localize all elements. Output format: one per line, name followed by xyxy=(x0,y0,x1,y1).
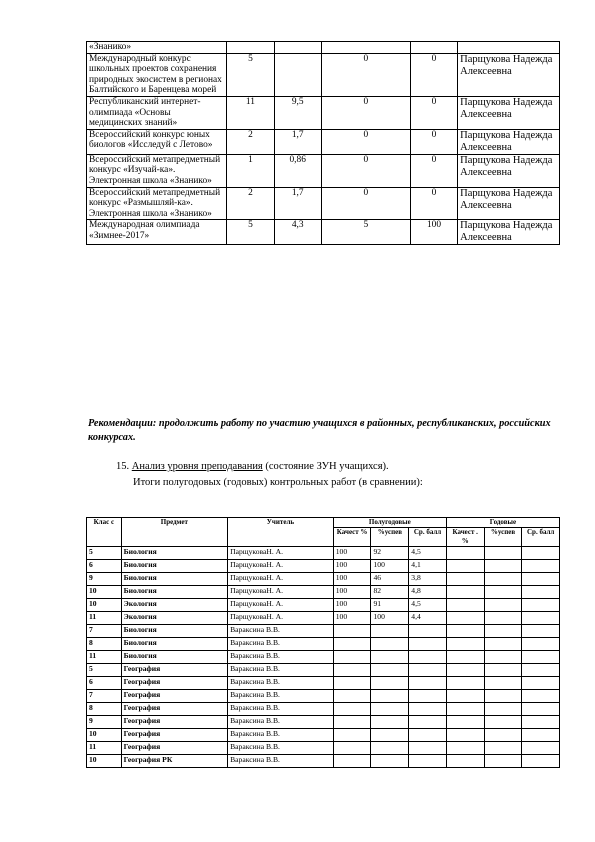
teacher-cell: Вараксина В.В. xyxy=(228,651,334,664)
competition-row xyxy=(87,129,560,154)
class-cell: 10 xyxy=(87,599,122,612)
success-annual-cell xyxy=(484,573,522,586)
percent-value: 0 xyxy=(410,154,457,187)
percent-value xyxy=(410,42,457,54)
competition-name: «Знанико» xyxy=(87,42,227,54)
result-row xyxy=(87,742,560,755)
quality-annual-cell xyxy=(446,638,484,651)
subject-cell: Биология xyxy=(121,638,227,651)
class-cell: 11 xyxy=(87,742,122,755)
success-cell xyxy=(371,703,409,716)
avg-cell: 3,8 xyxy=(409,573,447,586)
header-quality: Качест % xyxy=(333,528,371,547)
avg-annual-cell xyxy=(522,625,560,638)
quality-cell xyxy=(333,625,371,638)
winners-count xyxy=(321,42,410,54)
success-cell xyxy=(371,651,409,664)
avg-cell: 4,1 xyxy=(409,560,447,573)
success-annual-cell xyxy=(484,703,522,716)
avg-cell xyxy=(409,755,447,768)
teacher-cell: Вараксина В.В. xyxy=(228,703,334,716)
success-cell xyxy=(371,664,409,677)
teacher-cell: Вараксина В.В. xyxy=(228,625,334,638)
avg-annual-cell xyxy=(522,755,560,768)
quality-annual-cell xyxy=(446,625,484,638)
success-cell xyxy=(371,755,409,768)
result-row xyxy=(87,560,560,573)
quality-cell: 100 xyxy=(333,560,371,573)
quality-value xyxy=(274,42,321,54)
winners-count: 0 xyxy=(321,154,410,187)
avg-annual-cell xyxy=(522,677,560,690)
participants-count: 11 xyxy=(227,96,274,129)
success-annual-cell xyxy=(484,755,522,768)
quality-value xyxy=(274,53,321,96)
teacher-cell: Вараксина В.В. xyxy=(228,664,334,677)
class-cell: 10 xyxy=(87,755,122,768)
success-annual-cell xyxy=(484,742,522,755)
result-row xyxy=(87,755,560,768)
success-annual-cell xyxy=(484,638,522,651)
competition-row xyxy=(87,53,560,96)
participants-count: 5 xyxy=(227,53,274,96)
header-success-annual: %успев xyxy=(484,528,522,547)
competition-name: Всероссийский метапредметный конкурс «Размышляй-ка». Электронная школа «Знанико» xyxy=(87,187,227,220)
success-annual-cell xyxy=(484,560,522,573)
avg-cell xyxy=(409,690,447,703)
subject-cell: Биология xyxy=(121,625,227,638)
class-cell: 11 xyxy=(87,612,122,625)
result-row xyxy=(87,638,560,651)
competition-row xyxy=(87,220,560,245)
success-cell xyxy=(371,625,409,638)
competition-name: Республиканский интернет-олимпиада «Основы медицинских знаний» xyxy=(87,96,227,129)
avg-annual-cell xyxy=(522,742,560,755)
quality-annual-cell xyxy=(446,599,484,612)
teacher-name xyxy=(458,42,560,54)
percent-value: 0 xyxy=(410,129,457,154)
teacher-name: Парщукова Надежда Алексеевна xyxy=(458,53,560,96)
winners-count: 0 xyxy=(321,53,410,96)
result-row xyxy=(87,599,560,612)
avg-annual-cell xyxy=(522,599,560,612)
quality-annual-cell xyxy=(446,547,484,560)
teacher-name: Парщукова Надежда Алексеевна xyxy=(458,129,560,154)
result-row xyxy=(87,573,560,586)
header-success: %успев xyxy=(371,528,409,547)
success-cell xyxy=(371,638,409,651)
quality-value: 1,7 xyxy=(274,187,321,220)
participants-count: 1 xyxy=(227,154,274,187)
class-cell: 8 xyxy=(87,703,122,716)
avg-annual-cell xyxy=(522,573,560,586)
participants-count: 2 xyxy=(227,129,274,154)
class-cell: 10 xyxy=(87,729,122,742)
result-row xyxy=(87,586,560,599)
class-cell: 6 xyxy=(87,560,122,573)
success-annual-cell xyxy=(484,651,522,664)
avg-cell xyxy=(409,651,447,664)
success-annual-cell xyxy=(484,599,522,612)
teacher-name: Парщукова Надежда Алексеевна xyxy=(458,187,560,220)
subject-cell: География xyxy=(121,716,227,729)
class-cell: 5 xyxy=(87,547,122,560)
winners-count: 0 xyxy=(321,96,410,129)
subject-cell: География xyxy=(121,742,227,755)
success-annual-cell xyxy=(484,612,522,625)
quality-cell: 100 xyxy=(333,547,371,560)
quality-cell xyxy=(333,703,371,716)
competition-name: Всероссийский метапредметный конкурс «Изучай-ка». Электронная школа «Знанико» xyxy=(87,154,227,187)
avg-annual-cell xyxy=(522,703,560,716)
quality-cell xyxy=(333,742,371,755)
subject-cell: География xyxy=(121,703,227,716)
participants-count: 2 xyxy=(227,187,274,220)
teacher-cell: ПарщуковаН. А. xyxy=(228,573,334,586)
teacher-cell: Вараксина В.В. xyxy=(228,742,334,755)
teacher-cell: ПарщуковаН. А. xyxy=(228,560,334,573)
success-annual-cell xyxy=(484,677,522,690)
success-cell xyxy=(371,690,409,703)
quality-annual-cell xyxy=(446,703,484,716)
teacher-name: Парщукова Надежда Алексеевна xyxy=(458,96,560,129)
avg-cell: 4,8 xyxy=(409,586,447,599)
class-cell: 9 xyxy=(87,573,122,586)
header-half-year: Полугодовые xyxy=(333,518,446,528)
quality-value: 1,7 xyxy=(274,129,321,154)
quality-annual-cell xyxy=(446,651,484,664)
header-avg-annual: Ср. балл xyxy=(522,528,560,547)
quality-annual-cell xyxy=(446,716,484,729)
subject-cell: Биология xyxy=(121,547,227,560)
success-cell xyxy=(371,716,409,729)
avg-annual-cell xyxy=(522,716,560,729)
header-row xyxy=(87,518,560,528)
success-cell xyxy=(371,677,409,690)
avg-cell xyxy=(409,638,447,651)
quality-cell xyxy=(333,651,371,664)
success-annual-cell xyxy=(484,586,522,599)
quality-annual-cell xyxy=(446,729,484,742)
avg-annual-cell xyxy=(522,664,560,677)
avg-cell xyxy=(409,677,447,690)
header-subject: Предмет xyxy=(121,518,227,547)
result-row xyxy=(87,547,560,560)
result-row xyxy=(87,651,560,664)
competition-name: Международная олимпиада «Зимнее-2017» xyxy=(87,220,227,245)
subject-cell: География xyxy=(121,677,227,690)
class-cell: 9 xyxy=(87,716,122,729)
avg-annual-cell xyxy=(522,560,560,573)
participants-count xyxy=(227,42,274,54)
class-cell: 6 xyxy=(87,677,122,690)
competition-row xyxy=(87,96,560,129)
avg-cell: 4,5 xyxy=(409,599,447,612)
quality-cell xyxy=(333,690,371,703)
result-row xyxy=(87,729,560,742)
competition-row xyxy=(87,42,560,54)
quality-cell: 100 xyxy=(333,599,371,612)
winners-count: 0 xyxy=(321,187,410,220)
result-row xyxy=(87,677,560,690)
teacher-cell: ПарщуковаН. А. xyxy=(228,612,334,625)
result-row xyxy=(87,703,560,716)
competition-name: Международный конкурс школьных проектов сохранения природных экосистем в регионах Балтийского и Баренцева морей xyxy=(87,53,227,96)
class-cell: 10 xyxy=(87,586,122,599)
avg-annual-cell xyxy=(522,729,560,742)
avg-cell xyxy=(409,729,447,742)
teacher-cell: Вараксина В.В. xyxy=(228,638,334,651)
avg-cell xyxy=(409,703,447,716)
success-annual-cell xyxy=(484,716,522,729)
quality-cell xyxy=(333,729,371,742)
section-heading xyxy=(116,461,389,472)
quality-cell: 100 xyxy=(333,612,371,625)
quality-annual-cell xyxy=(446,612,484,625)
subject-cell: Биология xyxy=(121,573,227,586)
avg-cell xyxy=(409,664,447,677)
competition-row xyxy=(87,187,560,220)
teacher-cell: Вараксина В.В. xyxy=(228,677,334,690)
success-annual-cell xyxy=(484,664,522,677)
success-annual-cell xyxy=(484,729,522,742)
quality-cell: 100 xyxy=(333,573,371,586)
quality-cell: 100 xyxy=(333,586,371,599)
success-cell: 46 xyxy=(371,573,409,586)
avg-cell xyxy=(409,716,447,729)
subject-cell: Биология xyxy=(121,586,227,599)
header-teacher: Учитель xyxy=(228,518,334,547)
class-cell: 11 xyxy=(87,651,122,664)
result-row xyxy=(87,612,560,625)
avg-annual-cell xyxy=(522,651,560,664)
header-class: Клас с xyxy=(87,518,122,547)
quality-cell xyxy=(333,638,371,651)
winners-count: 0 xyxy=(321,129,410,154)
section-title: Анализ уровня преподавания xyxy=(131,461,263,472)
result-row xyxy=(87,716,560,729)
subject-cell: География xyxy=(121,729,227,742)
subject-cell: Биология xyxy=(121,651,227,664)
class-cell: 5 xyxy=(87,664,122,677)
teacher-cell: ПарщуковаН. А. xyxy=(228,547,334,560)
quality-cell xyxy=(333,716,371,729)
quality-cell xyxy=(333,677,371,690)
percent-value: 0 xyxy=(410,187,457,220)
quality-cell xyxy=(333,664,371,677)
success-annual-cell xyxy=(484,547,522,560)
avg-annual-cell xyxy=(522,690,560,703)
competition-row xyxy=(87,154,560,187)
avg-annual-cell xyxy=(522,638,560,651)
subject-cell: География РК xyxy=(121,755,227,768)
teacher-cell: Вараксина В.В. xyxy=(228,690,334,703)
header-quality-annual: Качест . % xyxy=(446,528,484,547)
success-cell: 100 xyxy=(371,560,409,573)
subject-cell: Экология xyxy=(121,612,227,625)
quality-cell xyxy=(333,755,371,768)
result-row xyxy=(87,625,560,638)
class-cell: 7 xyxy=(87,625,122,638)
teacher-cell: ПарщуковаН. А. xyxy=(228,599,334,612)
section-subtitle: Итоги полугодовых (годовых) контрольных работ (в сравнении): xyxy=(133,477,423,488)
quality-annual-cell xyxy=(446,677,484,690)
participants-count: 5 xyxy=(227,220,274,245)
avg-cell xyxy=(409,742,447,755)
success-annual-cell xyxy=(484,690,522,703)
avg-cell xyxy=(409,625,447,638)
teacher-name: Парщукова Надежда Алексеевна xyxy=(458,220,560,245)
quality-annual-cell xyxy=(446,560,484,573)
subject-cell: Экология xyxy=(121,599,227,612)
section-title-rest: (состояние ЗУН учащихся). xyxy=(262,461,389,472)
teacher-cell: Вараксина В.В. xyxy=(228,755,334,768)
avg-annual-cell xyxy=(522,547,560,560)
avg-cell: 4,4 xyxy=(409,612,447,625)
quality-value: 0,86 xyxy=(274,154,321,187)
result-row xyxy=(87,664,560,677)
quality-value: 4,3 xyxy=(274,220,321,245)
teacher-cell: ПарщуковаН. А. xyxy=(228,586,334,599)
teacher-cell: Вараксина В.В. xyxy=(228,716,334,729)
quality-annual-cell xyxy=(446,742,484,755)
percent-value: 0 xyxy=(410,53,457,96)
avg-annual-cell xyxy=(522,612,560,625)
test-results-table xyxy=(86,517,560,768)
subject-cell: География xyxy=(121,690,227,703)
subject-cell: Биология xyxy=(121,560,227,573)
success-cell: 91 xyxy=(371,599,409,612)
success-cell xyxy=(371,742,409,755)
winners-count: 5 xyxy=(321,220,410,245)
quality-annual-cell xyxy=(446,586,484,599)
quality-annual-cell xyxy=(446,664,484,677)
success-annual-cell xyxy=(484,625,522,638)
result-row xyxy=(87,690,560,703)
subject-cell: География xyxy=(121,664,227,677)
percent-value: 100 xyxy=(410,220,457,245)
recommendations-text: Рекомендации: продолжить работу по участию учащихся в районных, республиканских, российских конкурсах. xyxy=(88,418,551,443)
quality-value: 9,5 xyxy=(274,96,321,129)
competitions-table xyxy=(86,41,560,245)
teacher-cell: Вараксина В.В. xyxy=(228,729,334,742)
class-cell: 7 xyxy=(87,690,122,703)
quality-annual-cell xyxy=(446,690,484,703)
header-avg: Ср. балл xyxy=(409,528,447,547)
avg-annual-cell xyxy=(522,586,560,599)
success-cell: 82 xyxy=(371,586,409,599)
success-cell: 100 xyxy=(371,612,409,625)
percent-value: 0 xyxy=(410,96,457,129)
header-annual: Годовые xyxy=(446,518,559,528)
teacher-name: Парщукова Надежда Алексеевна xyxy=(458,154,560,187)
section-number: 15. xyxy=(116,461,130,472)
competition-name: Всероссийский конкурс юных биологов «Исследуй с Летово» xyxy=(87,129,227,154)
class-cell: 8 xyxy=(87,638,122,651)
avg-cell: 4,5 xyxy=(409,547,447,560)
success-cell xyxy=(371,729,409,742)
success-cell: 92 xyxy=(371,547,409,560)
quality-annual-cell xyxy=(446,755,484,768)
quality-annual-cell xyxy=(446,573,484,586)
